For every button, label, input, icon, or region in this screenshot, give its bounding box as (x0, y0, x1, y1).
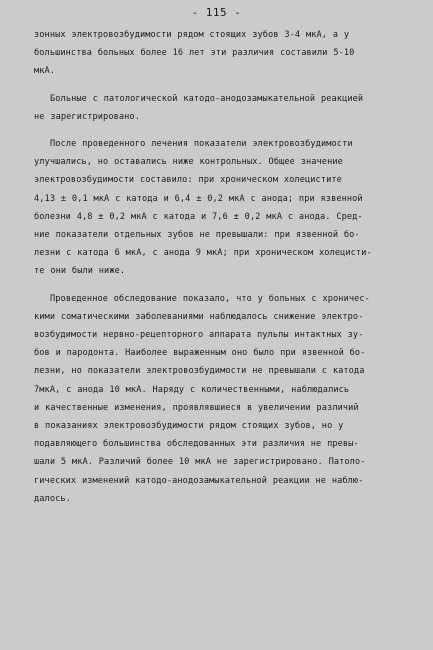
text-line: 7мкА, с анода 10 мкА. Наряду с количественными, наблюдались (34, 384, 350, 395)
text-line: далось. (34, 493, 71, 504)
text-line: лезни с катода 6 мкА, с анода 9 мкА; при хроническом холецисти- (34, 248, 372, 259)
page-number: - 115 - (191, 6, 242, 19)
paragraph (34, 90, 396, 126)
text-line: и качественные изменения, проявлявшиеся в увеличении различий (34, 402, 359, 413)
paragraph (34, 26, 396, 81)
text-line: ние показатели отдельных зубов не превышали: при язвенной бо- (34, 230, 360, 241)
text-line: кими соматическими заболеваниями наблюдалось снижение электро- (34, 311, 364, 322)
body-text (34, 26, 396, 508)
text-line: подавляющего большинства обследованных эти различия не превы- (34, 439, 359, 450)
text-line: Проведенное обследование показало, что у больных с хроничес- (50, 293, 370, 304)
text-line: мкА. (34, 66, 56, 77)
text-line: не зарегистрировано. (34, 111, 140, 122)
text-line: гических изменений катодо-анодозамыкательной реакции не наблю- (34, 475, 364, 486)
text-line: Больные с патологической катодо-анодозамыкательной реакцией (50, 93, 364, 104)
paragraph (34, 135, 396, 281)
text-line: бов и пародонта. Наиболее выраженным оно было при язвенной бо- (34, 348, 366, 359)
text-line: улучшались, но оставались ниже контрольных. Общее значение (34, 157, 343, 168)
text-line: возбудимости нервно-рецепторного аппарата пульпы интактных зу- (34, 330, 364, 341)
text-line: электровозбудимости составило: при хроническом холецистите (34, 175, 342, 186)
text-line: в показаниях электровозбудимости рядом стоящих зубов, но у (34, 421, 344, 432)
text-line: болезни 4,8 ± 0,2 мкА с катода и 7,6 ± 0,2 мкА с анода. Сред- (34, 211, 363, 222)
text-line: лезни, но показатели электровозбудимости не превышали с катода (34, 366, 365, 377)
text-line: После проведенного лечения показатели электровозбудимости (50, 139, 353, 150)
text-line: шали 5 мкА. Различий более 10 мкА не зарегистрировано. Патоло- (34, 457, 366, 468)
text-line: большинства больных более 16 лет эти различия составили 5-10 (34, 48, 355, 59)
paragraph (34, 290, 396, 508)
text-line: 4,13 ± 0,1 мкА с катода и 6,4 ± 0,2 мкА с анода; при язвенной (34, 193, 363, 204)
text-line: зонных электровозбудимости рядом стоящих зубов 3-4 мкА, а у (34, 30, 350, 40)
text-line: те они были ниже. (34, 266, 126, 277)
